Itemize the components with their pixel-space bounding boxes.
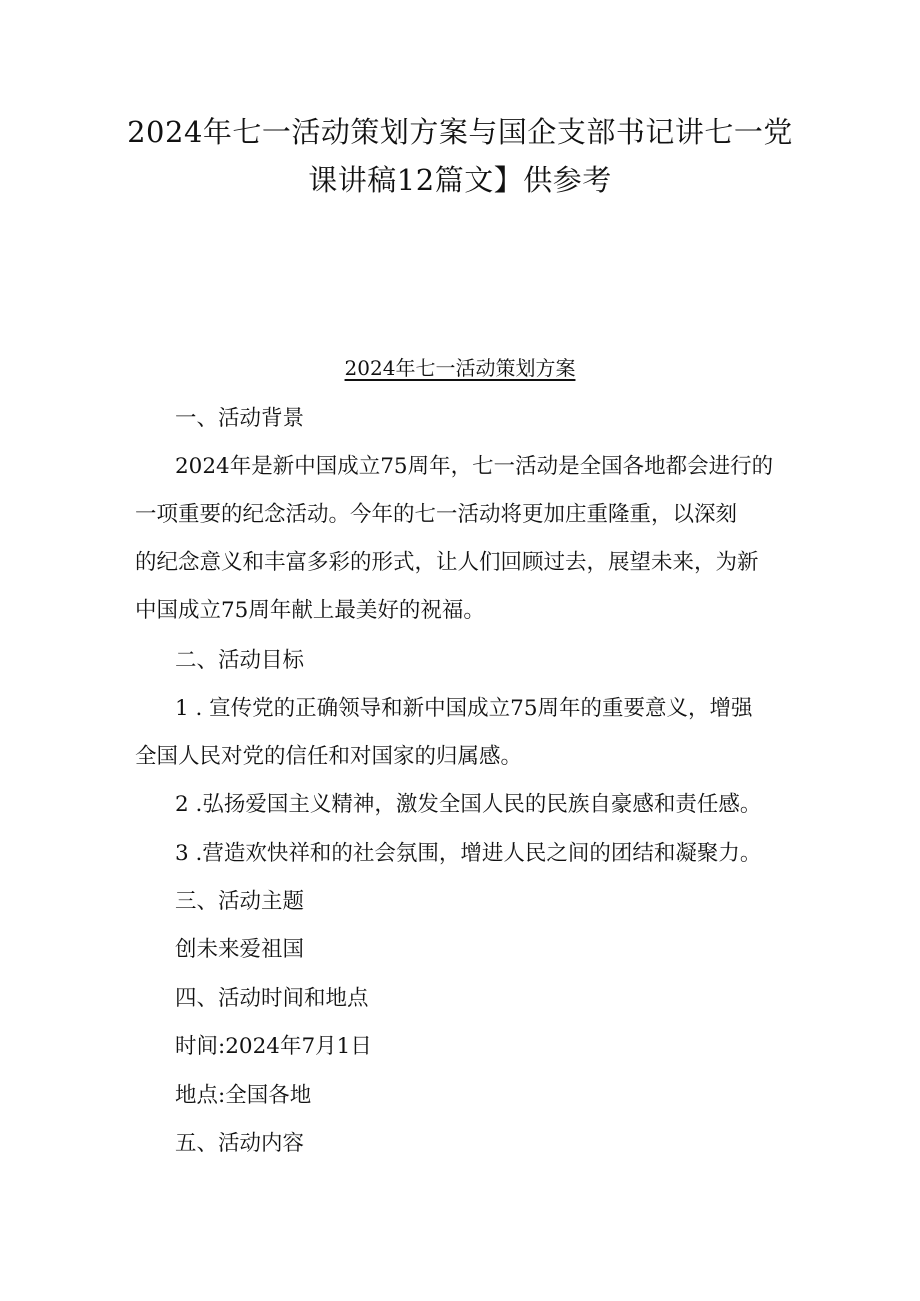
document-title-line-2: 课讲稿12篇文】供参考 xyxy=(308,163,612,197)
list-item-continuation: 全国人民对党的信任和对国家的归属感。 xyxy=(135,744,523,769)
document-title-line-1: 2024年七一活动策划方案与国企支部书记讲七一党 xyxy=(127,115,793,149)
section-title: 2024年七一活动策划方案 xyxy=(344,356,576,380)
paragraph-line: 一项重要的纪念活动。今年的七一活动将更加庄重隆重，以深刻 xyxy=(135,502,738,527)
heading-time-place: 四、活动时间和地点 xyxy=(175,986,369,1011)
theme-text: 创未来爱祖国 xyxy=(175,937,305,962)
place-text: 地点:全国各地 xyxy=(175,1083,312,1108)
time-text: 时间:2024年7月1日 xyxy=(175,1034,372,1059)
heading-goals: 二、活动目标 xyxy=(175,648,305,673)
paragraph-line: 中国成立75周年献上最美好的祝福。 xyxy=(135,598,485,623)
paragraph-line: 2024年是新中国成立75周年，七一活动是全国各地都会进行的 xyxy=(175,454,774,479)
heading-theme: 三、活动主题 xyxy=(175,889,305,914)
list-item: 3 .营造欢快祥和的社会氛围，增进人民之间的团结和凝聚力。 xyxy=(175,841,762,866)
heading-background: 一、活动背景 xyxy=(175,406,305,431)
list-item: 2 .弘扬爱国主义精神，激发全国人民的民族自豪感和责任感。 xyxy=(175,792,762,817)
paragraph-line: 的纪念意义和丰富多彩的形式，让人们回顾过去，展望未来，为新 xyxy=(135,550,759,575)
heading-content: 五、活动内容 xyxy=(175,1131,305,1156)
list-item: 1 . 宣传党的正确领导和新中国成立75周年的重要意义，增强 xyxy=(175,696,753,721)
